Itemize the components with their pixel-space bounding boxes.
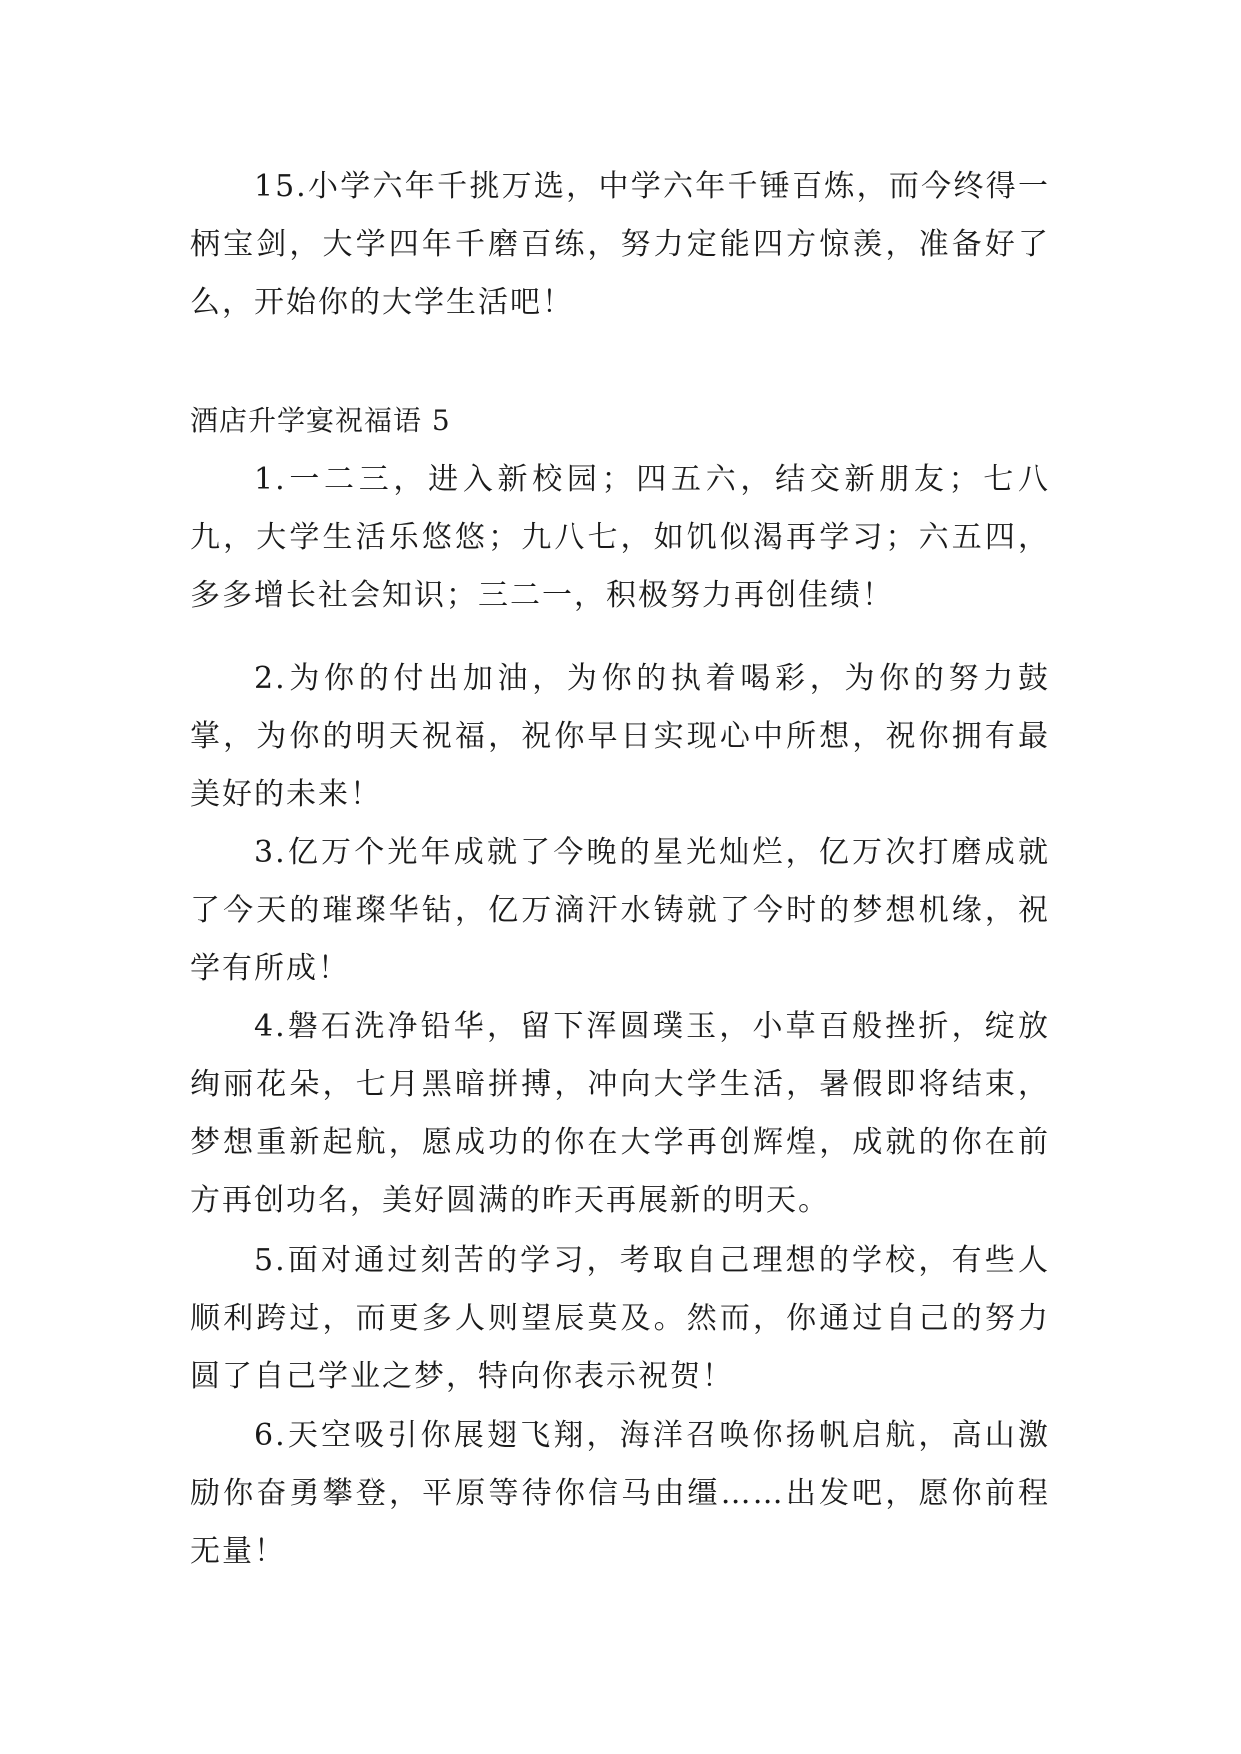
paragraph-5: 5.面对通过刻苦的学习，考取自己理想的学校，有些人顺利跨过，而更多人则望辰莫及。然而，你通过自己的努力圆了自己学业之梦，特向你表示祝贺！ <box>190 1243 1050 1394</box>
paragraph-2: 2.为你的付出加油，为你的执着喝彩，为你的努力鼓掌，为你的明天祝福，祝你早日实现心中所想，祝你拥有最美好的未来！ <box>190 661 1050 812</box>
section-title: 酒店升学宴祝福语 5 <box>190 404 451 437</box>
paragraph-3: 3.亿万个光年成就了今晚的星光灿烂，亿万次打磨成就了今天的璀璨华钻，亿万滴汗水铸就了今时的梦想机缘，祝学有所成！ <box>190 835 1050 986</box>
paragraph-4: 4.磐石洗净铅华，留下浑圆璞玉，小草百般挫折，绽放绚丽花朵，七月黑暗拼搏，冲向大学生活，暑假即将结束，梦想重新起航，愿成功的你在大学再创辉煌，成就的你在前方再创功名，美好圆满的昨天再展新的明天。 <box>190 1009 1050 1218</box>
paragraph-6: 6.天空吸引你展翅飞翔，海洋召唤你扬帆启航，高山激励你奋勇攀登，平原等待你信马由缰……出发吧，愿你前程无量！ <box>190 1418 1050 1569</box>
paragraph-15: 15.小学六年千挑万选，中学六年千锤百炼，而今终得一柄宝剑，大学四年千磨百练，努力定能四方惊羡，准备好了么，开始你的大学生活吧！ <box>190 169 1050 320</box>
paragraph-1: 1.一二三，进入新校园；四五六，结交新朋友；七八九，大学生活乐悠悠；九八七，如饥似渴再学习；六五四，多多增长社会知识；三二一，积极努力再创佳绩！ <box>190 462 1050 613</box>
